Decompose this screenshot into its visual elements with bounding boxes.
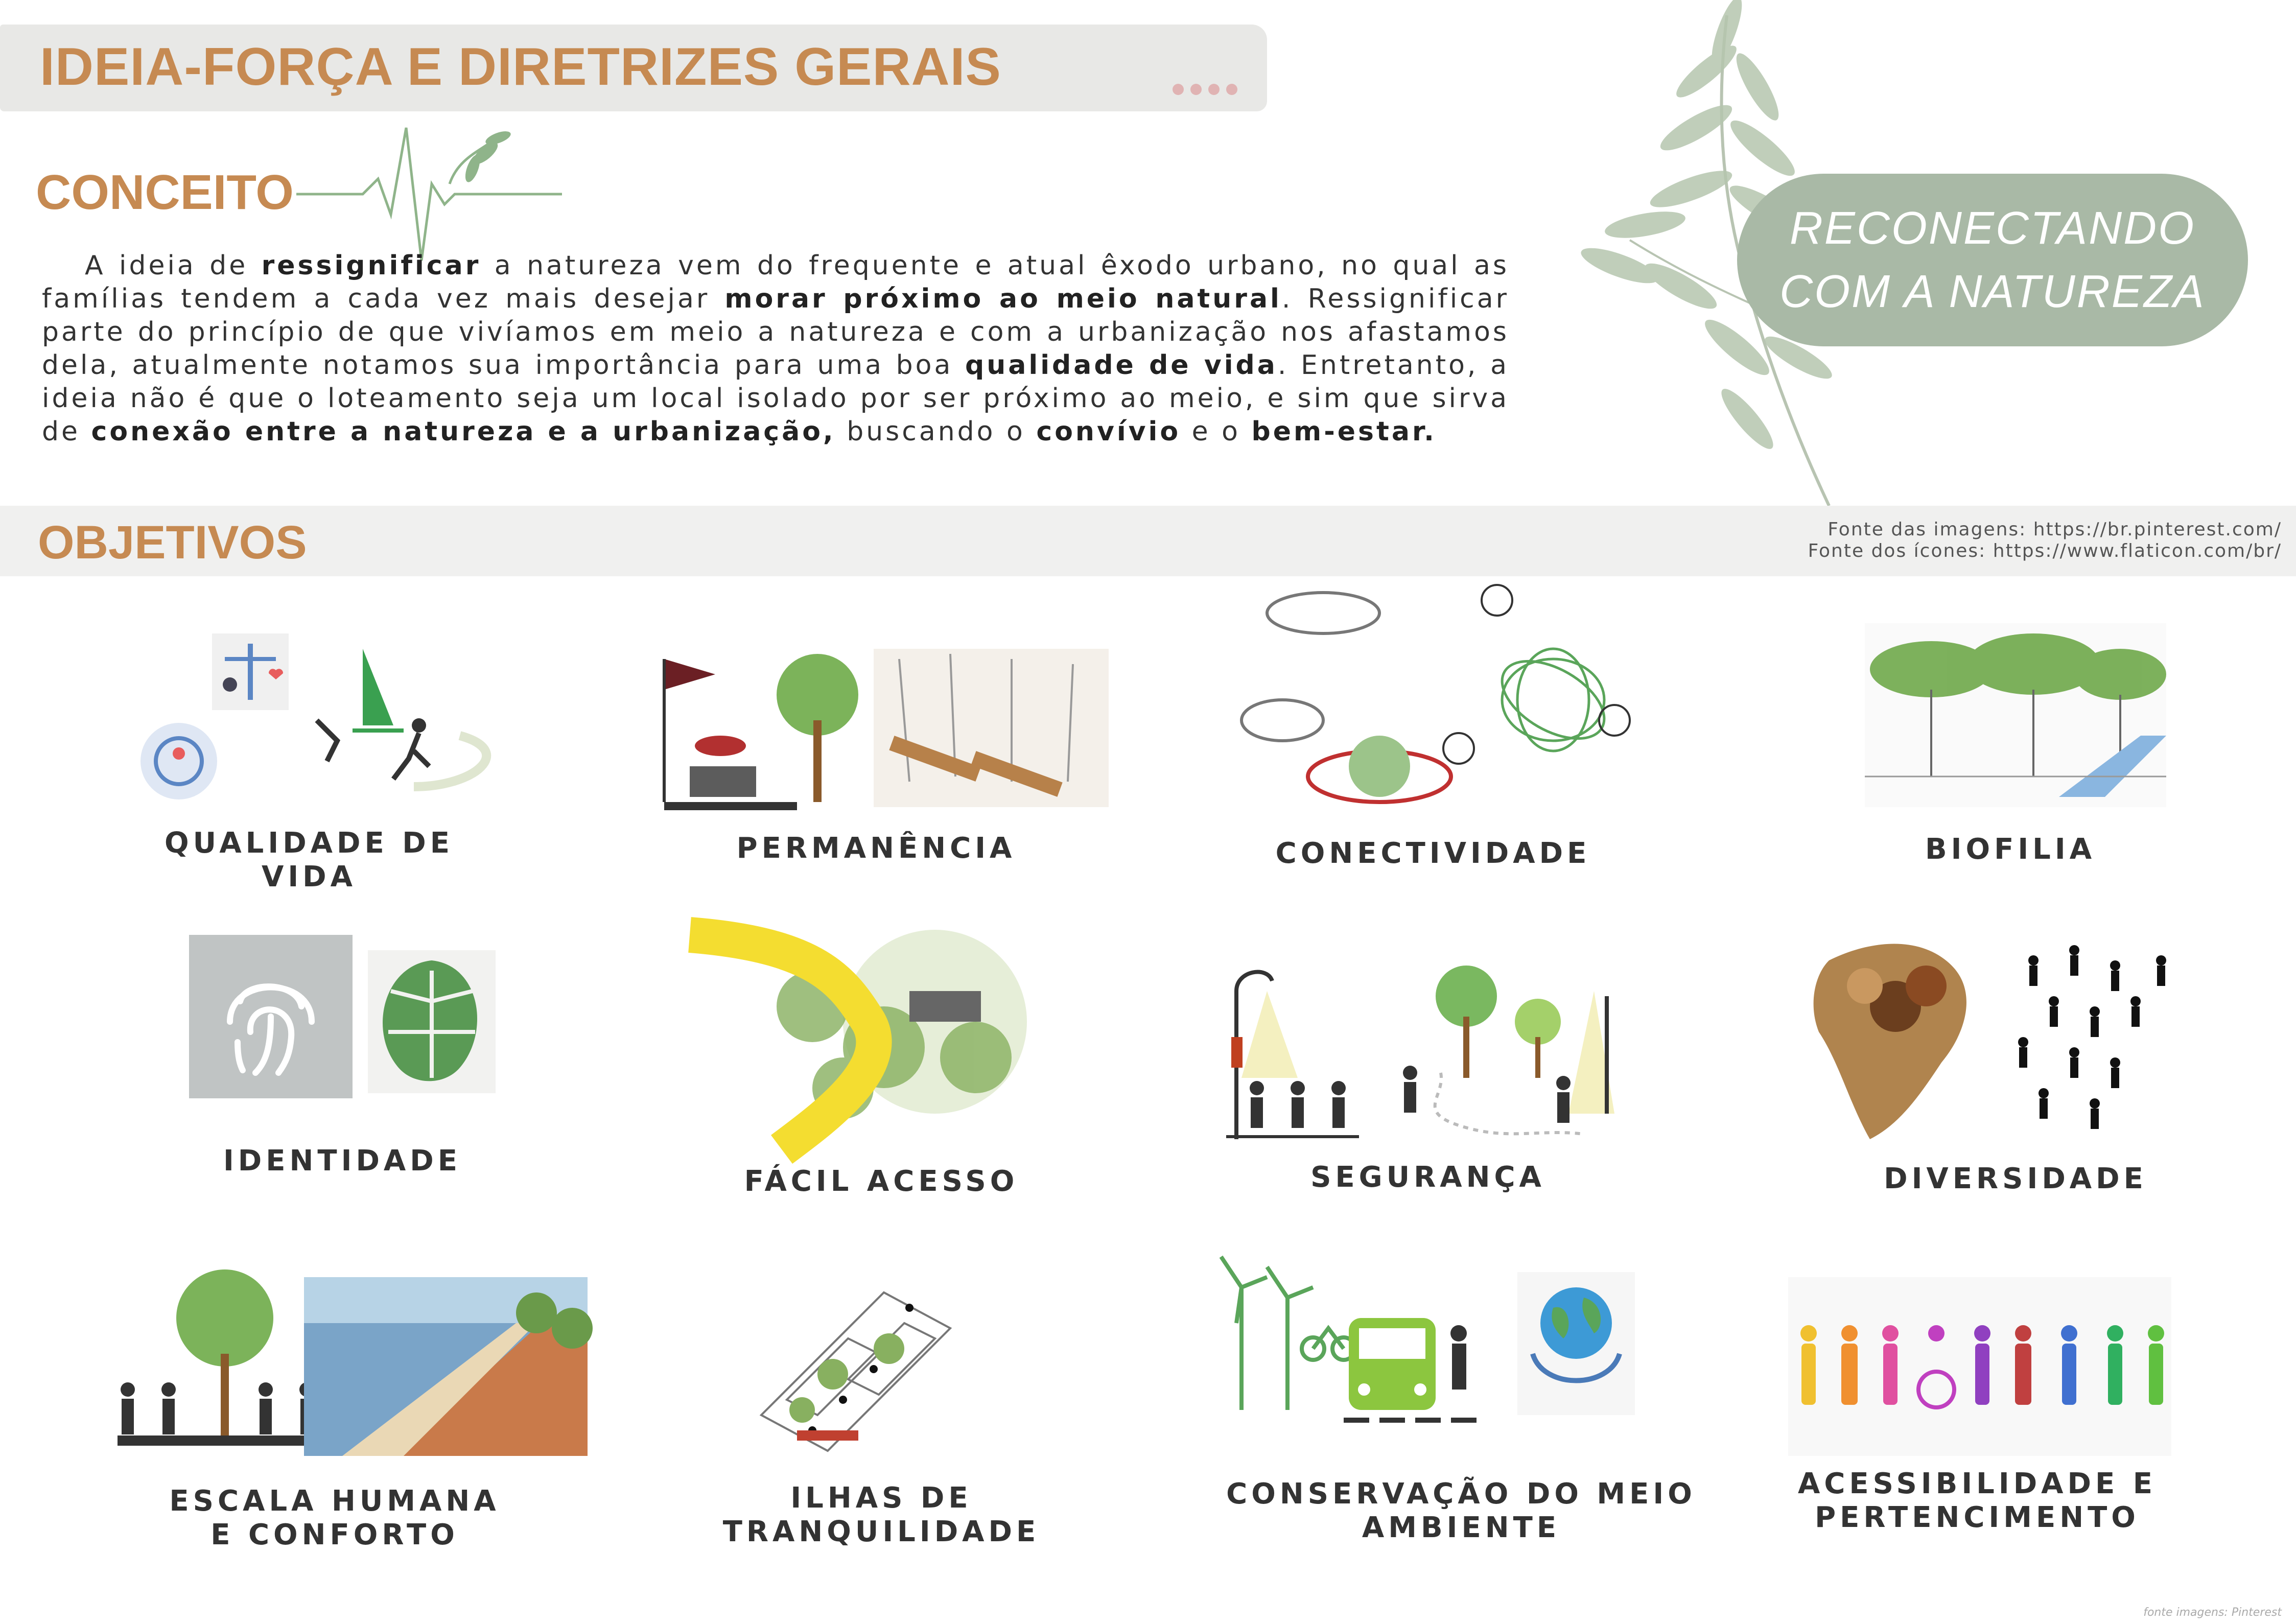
objective-identity [151, 1144, 534, 1178]
human-scale-illustration [77, 1267, 588, 1461]
objective-label-line: ACESSIBILIDADE E [1797, 1467, 2157, 1500]
environment-conservation-illustration [1216, 1257, 1650, 1430]
concept-text: buscando o [835, 416, 1037, 447]
concept-emphasis: bem-estar. [1251, 416, 1437, 447]
objective-label-line: AMBIENTE [1362, 1511, 1561, 1544]
objective-label-line: FÁCIL ACESSO [744, 1165, 1019, 1198]
quality-of-life-illustration [128, 633, 536, 802]
objective-label-line: CONSERVAÇÃO DO MEIO [1226, 1477, 1696, 1511]
objective-safety [1236, 1161, 1620, 1194]
ellipsis-dot [1226, 84, 1237, 95]
concept-emphasis: conexão entre a natureza e a urbanização, [91, 416, 836, 447]
objective-label-line: TRANQUILIDADE [722, 1515, 1040, 1548]
concept-text: a natureza vem do frequente e atual êxodo urbano, no qual as famílias tendem a cada vez mais desejar [42, 250, 1509, 314]
badge-line-1: RECONECTANDO [1789, 203, 2196, 254]
ellipsis-dots-icon [1173, 84, 1184, 95]
objective-biophilia [1819, 833, 2202, 866]
source-icons: Fonte dos ícones: https://www.flaticon.com/br/ [1808, 540, 2282, 561]
page-title: IDEIA-FORÇA E DIRETRIZES GERAIS [40, 37, 1001, 97]
accessibility-people-icons [1788, 1277, 2171, 1456]
image-sources [1808, 519, 2282, 562]
fingerprint-icon [189, 935, 353, 1098]
concept-text: A ideia de [85, 250, 262, 281]
safety-illustration [1226, 960, 1635, 1144]
concept-emphasis: qualidade de vida [965, 350, 1278, 381]
biophilia-illustration [1865, 623, 2166, 807]
footnote: fonte imagens: Pinterest [2143, 1606, 2282, 1619]
objective-label-line: E CONFORTO [210, 1518, 459, 1551]
concept-badge [1737, 174, 2248, 346]
objective-human-scale [143, 1485, 526, 1552]
objective-diversity [1824, 1162, 2207, 1196]
ellipsis-dot [1208, 84, 1220, 95]
concept-text: e o [1181, 416, 1252, 447]
objective-accessibility [1747, 1467, 2207, 1535]
connectivity-illustration [1226, 582, 1645, 812]
objective-label-line: PERMANÊNCIA [736, 832, 1016, 865]
easy-access-illustration [690, 904, 1042, 1155]
monstera-leaf-icon [368, 950, 496, 1093]
concept-emphasis: convívio [1036, 416, 1181, 447]
objectives-heading: OBJETIVOS [38, 516, 307, 569]
tranquility-islands-illustration [756, 1246, 991, 1471]
objective-label-line: IDENTIDADE [223, 1144, 462, 1178]
source-images: Fonte das imagens: https://br.pinterest.com/ [1828, 519, 2282, 540]
diversity-illustration [1809, 930, 2197, 1149]
objective-permanence [685, 832, 1068, 865]
objective-label-line: ILHAS DE [790, 1481, 972, 1515]
objective-easy-access [690, 1165, 1073, 1198]
objective-label-line: QUALIDADE DE VIDA [164, 827, 454, 893]
heartbeat-leaf-icon [296, 123, 562, 261]
ellipsis-dot [1190, 84, 1202, 95]
concept-heading: CONCEITO [36, 165, 294, 220]
objective-label-line: DIVERSIDADE [1884, 1162, 2147, 1195]
concept-emphasis: ressignificar [261, 250, 481, 281]
objective-label-line: ESCALA HUMANA [169, 1485, 500, 1518]
concept-text: . Entretanto, a ideia não é que o loteamento seja um local isolado por ser próximo ao meio, e sim que sirva de [42, 350, 1509, 447]
objective-quality-of-life [118, 827, 501, 894]
permanence-illustration [654, 649, 1114, 812]
objective-connectivity [1241, 837, 1625, 870]
objective-label-line: PERTENCIMENTO [1815, 1501, 2140, 1534]
badge-line-2: COM A NATUREZA [1779, 266, 2206, 317]
concept-text: . Ressignificar parte do princípio de que vivíamos em meio a natureza e com a urbanização nos afastamos dela, atualmente notamos sua importância para uma boa [42, 284, 1509, 381]
objective-label-line: BIOFILIA [1925, 833, 2096, 866]
concept-paragraph [42, 249, 1509, 449]
objective-label-line: SEGURANÇA [1310, 1161, 1545, 1194]
concept-emphasis: morar próximo ao meio natural [724, 284, 1282, 314]
objective-label-line: CONECTIVIDADE [1275, 837, 1591, 870]
objective-tranquility-islands [690, 1481, 1073, 1549]
objective-environment-conservation [1219, 1477, 1704, 1545]
